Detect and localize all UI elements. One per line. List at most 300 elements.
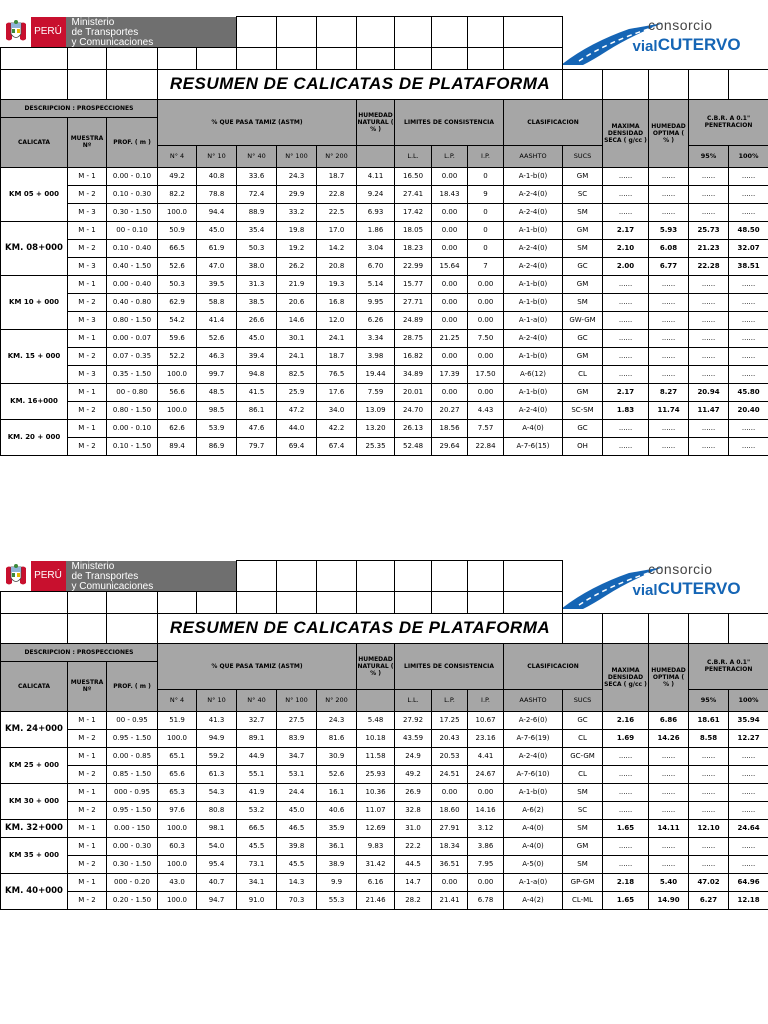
n200-cell: 42.2 bbox=[317, 419, 357, 437]
aashto-header: AASHTO bbox=[504, 689, 563, 711]
sucs-cell: GC bbox=[563, 419, 603, 437]
ll-cell: 20.01 bbox=[395, 383, 432, 401]
ll-cell: 18.05 bbox=[395, 221, 432, 239]
cbr-100-cell: ...... bbox=[729, 275, 768, 293]
humedad-optima-cell: ...... bbox=[649, 855, 689, 873]
humedad-optima-cell: 6.08 bbox=[649, 239, 689, 257]
cbr-100-cell: 12.27 bbox=[729, 729, 768, 747]
n4-cell: 60.3 bbox=[158, 837, 197, 855]
muestra-cell: M - 1 bbox=[68, 783, 107, 801]
tamiz-n10-header: N° 10 bbox=[197, 689, 237, 711]
tamiz-n200-header: N° 200 bbox=[317, 145, 357, 167]
n10-cell: 95.4 bbox=[197, 855, 237, 873]
humedad-optima-cell: 11.74 bbox=[649, 401, 689, 419]
cbr-100-cell: ...... bbox=[729, 419, 768, 437]
aashto-cell: A-1-a(0) bbox=[504, 873, 563, 891]
tamiz-n100-header: N° 100 bbox=[277, 145, 317, 167]
table-row bbox=[1, 711, 768, 729]
n100-cell: 25.9 bbox=[277, 383, 317, 401]
n4-cell: 52.6 bbox=[158, 257, 197, 275]
n200-cell: 38.9 bbox=[317, 855, 357, 873]
sucs-cell: SC bbox=[563, 801, 603, 819]
muestra-cell: M - 1 bbox=[68, 873, 107, 891]
prof-cell: 0.40 - 0.80 bbox=[107, 293, 158, 311]
n10-cell: 54.0 bbox=[197, 837, 237, 855]
n40-cell: 38.5 bbox=[237, 293, 277, 311]
humedad-optima-cell: 5.93 bbox=[649, 221, 689, 239]
humedad-optima-cell: 5.40 bbox=[649, 873, 689, 891]
calicata-cell: KM 05 + 000 bbox=[1, 167, 68, 221]
cbr-95-cell: ...... bbox=[689, 365, 729, 383]
aashto-cell: A-2-4(0) bbox=[504, 257, 563, 275]
muestra-cell: M - 2 bbox=[68, 293, 107, 311]
n100-cell: 34.7 bbox=[277, 747, 317, 765]
n10-cell: 39.5 bbox=[197, 275, 237, 293]
ll-cell: 34.89 bbox=[395, 365, 432, 383]
n10-cell: 41.3 bbox=[197, 711, 237, 729]
cbr-100-cell: ...... bbox=[729, 765, 768, 783]
lp-cell: 27.91 bbox=[432, 819, 468, 837]
cbr-100-cell: 24.64 bbox=[729, 819, 768, 837]
maxima-densidad-cell: ...... bbox=[603, 329, 649, 347]
ll-cell: 26.9 bbox=[395, 783, 432, 801]
lp-cell: 29.64 bbox=[432, 437, 468, 455]
n200-cell: 22.8 bbox=[317, 185, 357, 203]
lp-cell: 20.53 bbox=[432, 747, 468, 765]
sucs-cell: SM bbox=[563, 783, 603, 801]
aashto-cell: A-5(0) bbox=[504, 855, 563, 873]
n200-cell: 18.7 bbox=[317, 167, 357, 185]
limites-header: LIMITES DE CONSISTENCIA bbox=[395, 99, 504, 145]
lp-cell: 15.64 bbox=[432, 257, 468, 275]
muestra-cell: M - 2 bbox=[68, 437, 107, 455]
humedad-natural-cell: 12.69 bbox=[357, 819, 395, 837]
n40-cell: 50.3 bbox=[237, 239, 277, 257]
n4-cell: 56.6 bbox=[158, 383, 197, 401]
prof-cell: 000 - 0.95 bbox=[107, 783, 158, 801]
n10-cell: 61.3 bbox=[197, 765, 237, 783]
n100-cell: 14.6 bbox=[277, 311, 317, 329]
ll-cell: 27.41 bbox=[395, 185, 432, 203]
n10-cell: 78.8 bbox=[197, 185, 237, 203]
n10-cell: 48.5 bbox=[197, 383, 237, 401]
table-row bbox=[1, 765, 768, 783]
table-row bbox=[1, 203, 768, 221]
cbr-95-cell: ...... bbox=[689, 801, 729, 819]
ll-cell: 16.50 bbox=[395, 167, 432, 185]
calicata-cell: KM. 08+000 bbox=[1, 221, 68, 275]
n10-cell: 98.5 bbox=[197, 401, 237, 419]
humedad-optima-cell: 8.27 bbox=[649, 383, 689, 401]
table-row bbox=[1, 729, 768, 747]
n10-cell: 94.4 bbox=[197, 203, 237, 221]
aashto-cell: A-1-b(0) bbox=[504, 347, 563, 365]
ip-cell: 9 bbox=[468, 185, 504, 203]
lp-cell: 0.00 bbox=[432, 275, 468, 293]
humedad-optima-cell: ...... bbox=[649, 311, 689, 329]
muestra-cell: M - 2 bbox=[68, 855, 107, 873]
prof-cell: 0.00 - 0.10 bbox=[107, 167, 158, 185]
ll-cell: 16.82 bbox=[395, 347, 432, 365]
aashto-cell: A-1-a(0) bbox=[504, 311, 563, 329]
aashto-cell: A-2-4(0) bbox=[504, 185, 563, 203]
sucs-cell: GM bbox=[563, 383, 603, 401]
table-row bbox=[1, 783, 768, 801]
cbr-95-cell: ...... bbox=[689, 837, 729, 855]
n10-cell: 46.3 bbox=[197, 347, 237, 365]
ministry-name: Ministerio de Transportes y Comunicaciones bbox=[71, 16, 154, 47]
ll-cell: 31.0 bbox=[395, 819, 432, 837]
humedad-optima-cell: ...... bbox=[649, 801, 689, 819]
n4-cell: 89.4 bbox=[158, 437, 197, 455]
calicata-cell: KM 10 + 000 bbox=[1, 275, 68, 329]
n40-cell: 39.4 bbox=[237, 347, 277, 365]
n200-cell: 22.5 bbox=[317, 203, 357, 221]
lp-cell: 0.00 bbox=[432, 783, 468, 801]
cbr-100-cell: ...... bbox=[729, 203, 768, 221]
humedad-natural-cell: 9.95 bbox=[357, 293, 395, 311]
humedad-optima-cell: ...... bbox=[649, 185, 689, 203]
n40-cell: 32.7 bbox=[237, 711, 277, 729]
cbr-95-cell: ...... bbox=[689, 311, 729, 329]
n10-cell: 94.7 bbox=[197, 891, 237, 909]
ll-cell: 26.13 bbox=[395, 419, 432, 437]
cbr-header: C.B.R. A 0.1" PENETRACION bbox=[689, 643, 768, 689]
humedad-optima-cell: ...... bbox=[649, 437, 689, 455]
sucs-cell: CL-ML bbox=[563, 891, 603, 909]
prof-cell: 0.35 - 1.50 bbox=[107, 365, 158, 383]
humedad-natural-cell: 6.93 bbox=[357, 203, 395, 221]
n100-cell: 19.8 bbox=[277, 221, 317, 239]
lp-cell: 21.41 bbox=[432, 891, 468, 909]
cbr-95-cell: 8.58 bbox=[689, 729, 729, 747]
n100-cell: 24.3 bbox=[277, 167, 317, 185]
muestra-header: MUESTRA Nº bbox=[68, 117, 107, 167]
ministry-name: Ministerio de Transportes y Comunicaciones bbox=[71, 560, 154, 591]
maxima-densidad-cell: ...... bbox=[603, 365, 649, 383]
table-row bbox=[1, 801, 768, 819]
ll-cell: 27.71 bbox=[395, 293, 432, 311]
n40-cell: 47.6 bbox=[237, 419, 277, 437]
cbr-95-cell: 11.47 bbox=[689, 401, 729, 419]
muestra-cell: M - 2 bbox=[68, 765, 107, 783]
table-row bbox=[1, 185, 768, 203]
cbr-95-cell: ...... bbox=[689, 203, 729, 221]
n40-cell: 33.6 bbox=[237, 167, 277, 185]
ministry-banner bbox=[1, 17, 237, 48]
humedad-natural-cell: 6.26 bbox=[357, 311, 395, 329]
humedad-natural-cell: 3.04 bbox=[357, 239, 395, 257]
prof-cell: 0.80 - 1.50 bbox=[107, 311, 158, 329]
muestra-cell: M - 1 bbox=[68, 419, 107, 437]
table-row bbox=[1, 855, 768, 873]
ip-cell: 7.95 bbox=[468, 855, 504, 873]
prof-cell: 0.85 - 1.50 bbox=[107, 765, 158, 783]
muestra-cell: M - 1 bbox=[68, 275, 107, 293]
ll-cell: 17.42 bbox=[395, 203, 432, 221]
n40-cell: 34.1 bbox=[237, 873, 277, 891]
maxima-densidad-cell: ...... bbox=[603, 765, 649, 783]
humedad-natural-cell: 6.16 bbox=[357, 873, 395, 891]
n200-cell: 17.0 bbox=[317, 221, 357, 239]
n40-cell: 31.3 bbox=[237, 275, 277, 293]
calicata-cell: KM 35 + 000 bbox=[1, 837, 68, 873]
calicata-header: CALICATA bbox=[1, 661, 68, 711]
ll-cell: 43.59 bbox=[395, 729, 432, 747]
prof-cell: 0.00 - 150 bbox=[107, 819, 158, 837]
cbr-95-cell: ...... bbox=[689, 783, 729, 801]
prof-cell: 0.95 - 1.50 bbox=[107, 729, 158, 747]
maxima-densidad-cell: ...... bbox=[603, 203, 649, 221]
tamiz-n40-header: N° 40 bbox=[237, 145, 277, 167]
aashto-cell: A-2-4(0) bbox=[504, 747, 563, 765]
table-row bbox=[1, 383, 768, 401]
maxima-densidad-cell: 1.65 bbox=[603, 819, 649, 837]
cbr-95-cell: 20.94 bbox=[689, 383, 729, 401]
company-consorcio: consorcio bbox=[648, 560, 713, 577]
maxima-densidad-cell: 2.16 bbox=[603, 711, 649, 729]
n40-cell: 73.1 bbox=[237, 855, 277, 873]
calicata-cell: KM 30 + 000 bbox=[1, 783, 68, 819]
humedad-optima-cell: ...... bbox=[649, 765, 689, 783]
cbr-95-cell: 21.23 bbox=[689, 239, 729, 257]
lp-header: L.P. bbox=[432, 689, 468, 711]
cbr-95-cell: ...... bbox=[689, 167, 729, 185]
sucs-cell: GM bbox=[563, 275, 603, 293]
muestra-cell: M - 1 bbox=[68, 167, 107, 185]
cbr-100-cell: ...... bbox=[729, 437, 768, 455]
cbr-95-cell: ...... bbox=[689, 855, 729, 873]
n40-cell: 45.5 bbox=[237, 837, 277, 855]
table-row bbox=[1, 167, 768, 185]
sucs-cell: SC-SM bbox=[563, 401, 603, 419]
table-row bbox=[1, 311, 768, 329]
ll-cell: 52.48 bbox=[395, 437, 432, 455]
prof-header: PROF. ( m ) bbox=[107, 117, 158, 167]
table-row bbox=[1, 437, 768, 455]
n10-cell: 40.7 bbox=[197, 873, 237, 891]
n100-cell: 30.1 bbox=[277, 329, 317, 347]
n100-cell: 26.2 bbox=[277, 257, 317, 275]
muestra-cell: M - 1 bbox=[68, 329, 107, 347]
ll-cell: 15.77 bbox=[395, 275, 432, 293]
company-consorcio: consorcio bbox=[648, 16, 713, 33]
humedad-natural-cell: 9.24 bbox=[357, 185, 395, 203]
humedad-natural-cell: 11.58 bbox=[357, 747, 395, 765]
n40-cell: 38.0 bbox=[237, 257, 277, 275]
ll-cell: 22.2 bbox=[395, 837, 432, 855]
lp-cell: 17.39 bbox=[432, 365, 468, 383]
muestra-cell: M - 1 bbox=[68, 221, 107, 239]
table-row bbox=[1, 891, 768, 909]
humedad-natural-cell: 25.35 bbox=[357, 437, 395, 455]
table-row bbox=[1, 239, 768, 257]
ip-cell: 17.50 bbox=[468, 365, 504, 383]
n200-cell: 35.9 bbox=[317, 819, 357, 837]
n10-cell: 52.6 bbox=[197, 329, 237, 347]
ll-header: L.L. bbox=[395, 145, 432, 167]
n40-cell: 44.9 bbox=[237, 747, 277, 765]
maxima-densidad-cell: ...... bbox=[603, 347, 649, 365]
n100-cell: 27.5 bbox=[277, 711, 317, 729]
muestra-cell: M - 3 bbox=[68, 311, 107, 329]
lp-cell: 0.00 bbox=[432, 221, 468, 239]
sheet-2 bbox=[0, 560, 768, 910]
n200-cell: 55.3 bbox=[317, 891, 357, 909]
ip-cell: 0.00 bbox=[468, 275, 504, 293]
sucs-cell: CL bbox=[563, 765, 603, 783]
n100-cell: 82.5 bbox=[277, 365, 317, 383]
n4-cell: 62.6 bbox=[158, 419, 197, 437]
lp-cell: 0.00 bbox=[432, 203, 468, 221]
descripcion-header: DESCRIPCION : PROSPECCIONES bbox=[1, 99, 158, 117]
lp-cell: 24.51 bbox=[432, 765, 468, 783]
table-row bbox=[1, 401, 768, 419]
limites-header: LIMITES DE CONSISTENCIA bbox=[395, 643, 504, 689]
n200-cell: 24.3 bbox=[317, 711, 357, 729]
ll-cell: 22.99 bbox=[395, 257, 432, 275]
n4-cell: 50.3 bbox=[158, 275, 197, 293]
humedad-natural-cell: 25.93 bbox=[357, 765, 395, 783]
prof-cell: 000 - 0.20 bbox=[107, 873, 158, 891]
aashto-cell: A-1-b(0) bbox=[504, 783, 563, 801]
table-row bbox=[1, 873, 768, 891]
prof-cell: 0.07 - 0.35 bbox=[107, 347, 158, 365]
sucs-cell: CL bbox=[563, 365, 603, 383]
humedad-natural-cell: 10.18 bbox=[357, 729, 395, 747]
humedad-natural-cell: 31.42 bbox=[357, 855, 395, 873]
lp-cell: 20.27 bbox=[432, 401, 468, 419]
humedad-optima-cell: ...... bbox=[649, 167, 689, 185]
ll-cell: 14.7 bbox=[395, 873, 432, 891]
humedad-optima-header: HUMEDAD OPTIMA ( % ) bbox=[649, 99, 689, 167]
calicata-cell: KM. 16+000 bbox=[1, 383, 68, 419]
ll-cell: 24.70 bbox=[395, 401, 432, 419]
sucs-cell: GM bbox=[563, 167, 603, 185]
cbr-95-cell: 47.02 bbox=[689, 873, 729, 891]
n4-cell: 50.9 bbox=[158, 221, 197, 239]
cbr-100-cell: 48.50 bbox=[729, 221, 768, 239]
cbr-95-cell: 12.10 bbox=[689, 819, 729, 837]
n4-cell: 100.0 bbox=[158, 729, 197, 747]
humedad-optima-cell: ...... bbox=[649, 365, 689, 383]
muestra-cell: M - 2 bbox=[68, 185, 107, 203]
n100-cell: 21.9 bbox=[277, 275, 317, 293]
n40-cell: 66.5 bbox=[237, 819, 277, 837]
cbr-95-header: 95% bbox=[689, 145, 729, 167]
sucs-cell: SM bbox=[563, 293, 603, 311]
aashto-cell: A-4(0) bbox=[504, 419, 563, 437]
n10-cell: 58.8 bbox=[197, 293, 237, 311]
muestra-cell: M - 1 bbox=[68, 747, 107, 765]
peru-coat-of-arms-icon bbox=[1, 561, 31, 591]
n10-cell: 94.9 bbox=[197, 729, 237, 747]
calicata-cell: KM. 40+000 bbox=[1, 873, 68, 909]
n100-cell: 33.2 bbox=[277, 203, 317, 221]
company-vial: vial bbox=[632, 581, 658, 599]
aashto-cell: A-6(12) bbox=[504, 365, 563, 383]
ip-cell: 4.43 bbox=[468, 401, 504, 419]
humedad-natural-cell: 10.36 bbox=[357, 783, 395, 801]
n100-cell: 19.2 bbox=[277, 239, 317, 257]
muestra-cell: M - 2 bbox=[68, 401, 107, 419]
sheet-title: RESUMEN DE CALICATAS DE PLATAFORMA bbox=[158, 69, 563, 99]
n4-cell: 97.6 bbox=[158, 801, 197, 819]
n10-cell: 99.7 bbox=[197, 365, 237, 383]
company-logo bbox=[563, 561, 768, 614]
humedad-natural-cell: 9.83 bbox=[357, 837, 395, 855]
n200-cell: 81.6 bbox=[317, 729, 357, 747]
maxima-densidad-cell: 1.83 bbox=[603, 401, 649, 419]
ip-cell: 0 bbox=[468, 203, 504, 221]
n4-cell: 82.2 bbox=[158, 185, 197, 203]
lp-cell: 0.00 bbox=[432, 347, 468, 365]
sucs-cell: SC bbox=[563, 185, 603, 203]
prof-cell: 0.00 - 0.10 bbox=[107, 419, 158, 437]
n40-cell: 41.5 bbox=[237, 383, 277, 401]
n40-cell: 79.7 bbox=[237, 437, 277, 455]
lp-cell: 17.25 bbox=[432, 711, 468, 729]
sheet-title: RESUMEN DE CALICATAS DE PLATAFORMA bbox=[158, 613, 563, 643]
humedad-natural-cell: 6.70 bbox=[357, 257, 395, 275]
humedad-natural-subheader bbox=[357, 145, 395, 167]
muestra-cell: M - 3 bbox=[68, 203, 107, 221]
muestra-cell: M - 2 bbox=[68, 347, 107, 365]
cbr-95-cell: ...... bbox=[689, 347, 729, 365]
ip-cell: 23.16 bbox=[468, 729, 504, 747]
calicata-cell: KM. 20 + 000 bbox=[1, 419, 68, 455]
n4-cell: 51.9 bbox=[158, 711, 197, 729]
cbr-95-cell: 6.27 bbox=[689, 891, 729, 909]
humedad-optima-cell: 14.26 bbox=[649, 729, 689, 747]
n100-cell: 45.5 bbox=[277, 855, 317, 873]
maxima-densidad-cell: 2.10 bbox=[603, 239, 649, 257]
n4-cell: 100.0 bbox=[158, 855, 197, 873]
humedad-natural-subheader bbox=[357, 689, 395, 711]
cbr-100-cell: ...... bbox=[729, 329, 768, 347]
sucs-cell: GM bbox=[563, 221, 603, 239]
aashto-cell: A-4(0) bbox=[504, 837, 563, 855]
lp-cell: 0.00 bbox=[432, 873, 468, 891]
prof-cell: 00 - 0.80 bbox=[107, 383, 158, 401]
sheet-1 bbox=[0, 16, 768, 456]
n4-cell: 65.3 bbox=[158, 783, 197, 801]
company-vial: vial bbox=[632, 37, 658, 55]
n40-cell: 53.2 bbox=[237, 801, 277, 819]
table-row bbox=[1, 819, 768, 837]
humedad-optima-cell: 6.77 bbox=[649, 257, 689, 275]
n200-cell: 20.8 bbox=[317, 257, 357, 275]
tamiz-n40-header: N° 40 bbox=[237, 689, 277, 711]
n40-cell: 89.1 bbox=[237, 729, 277, 747]
n10-cell: 47.0 bbox=[197, 257, 237, 275]
tamiz-n4-header: N° 4 bbox=[158, 145, 197, 167]
n4-cell: 100.0 bbox=[158, 203, 197, 221]
table-row bbox=[1, 747, 768, 765]
ip-cell: 0 bbox=[468, 167, 504, 185]
company-name: CUTERVO bbox=[657, 578, 741, 598]
lp-cell: 18.60 bbox=[432, 801, 468, 819]
aashto-cell: A-1-b(0) bbox=[504, 293, 563, 311]
maxima-densidad-cell: 2.00 bbox=[603, 257, 649, 275]
muestra-cell: M - 2 bbox=[68, 729, 107, 747]
table-row bbox=[1, 837, 768, 855]
calicata-header: CALICATA bbox=[1, 117, 68, 167]
n40-cell: 72.4 bbox=[237, 185, 277, 203]
n100-cell: 47.2 bbox=[277, 401, 317, 419]
table-row bbox=[1, 293, 768, 311]
n4-cell: 59.6 bbox=[158, 329, 197, 347]
